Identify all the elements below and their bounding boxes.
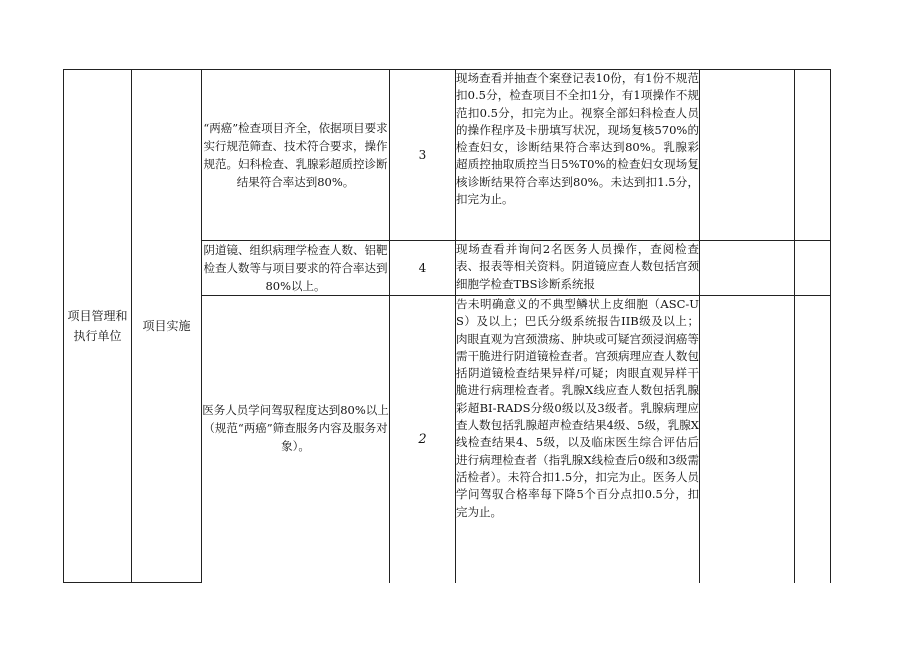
unit-cell: 项目管理和执行单位 bbox=[64, 70, 132, 583]
method-cell: 现场查看并抽查个案登记表10份，有1份不规范扣0.5分，检查项目不全扣1分，有1项操作不规范扣0.5分，扣完为止。视察全部妇科检查人员的操作程序及卡册填写状况，现场复核570%的检查妇女，诊断结果符合率达到80%。乳腺彩超质控抽取质控当日5%T0%的检查妇女现场复核诊断结果符合率达到80%。未达到扣1.5分，扣完为止。 bbox=[456, 70, 700, 241]
blank-cell bbox=[700, 296, 795, 583]
requirement-cell: 医务人员学问驾驭程度达到80%以上（规范“两癌”筛查服务内容及服务对象）。 bbox=[202, 296, 390, 583]
score-cell: 2 bbox=[390, 296, 456, 583]
section-cell: 项目实施 bbox=[132, 70, 202, 583]
evaluation-table bbox=[63, 69, 831, 583]
blank-cell bbox=[700, 70, 795, 241]
score-cell: 4 bbox=[390, 241, 456, 296]
score-cell: 3 bbox=[390, 70, 456, 241]
blank-cell bbox=[795, 70, 831, 241]
method-cell: 现场查看并询问2名医务人员操作，查阅检查表、报表等相关资料。阴道镜应查人数包括宫颈细胞学检查TBS诊断系统报 bbox=[456, 241, 700, 296]
blank-cell bbox=[700, 241, 795, 296]
blank-cell bbox=[795, 296, 831, 583]
blank-cell bbox=[795, 241, 831, 296]
requirement-cell: “两癌”检查项目齐全，依据项目要求实行规范筛查、技术符合要求，操作规范。妇科检查、乳腺彩超质控诊断结果符合率达到80%。 bbox=[202, 70, 390, 241]
method-cell: 告未明确意义的不典型鳞状上皮细胞（ASC-US）及以上；巴氏分级系统报告IIB级及以上；肉眼直观为宫颈溃疡、肿块或可疑宫颈浸润癌等需干脆进行阴道镜检查者。宫颈病理应查人数包括阴道镜检查结果异样/可疑；肉眼直观异样干脆进行病理检查者。乳腺X线应查人数包括乳腺彩超BI-RADS分级0级以及3级者。乳腺病理应查人数包括乳腺超声检查结果4级、5级，乳腺X线检查结果4、5级，以及临床医生综合评估后进行病理检查者（指乳腺X线检查后0级和3级需活检者）。未符合扣1.5分，扣完为止。医务人员学问驾驭合格率每下降5个百分点扣0.5分，扣完为止。 bbox=[456, 296, 700, 583]
requirement-cell: 阴道镜、组织病理学检查人数、铝靶检查人数等与项目要求的符合率达到80%以上。 bbox=[202, 241, 390, 296]
table-row bbox=[64, 70, 831, 241]
